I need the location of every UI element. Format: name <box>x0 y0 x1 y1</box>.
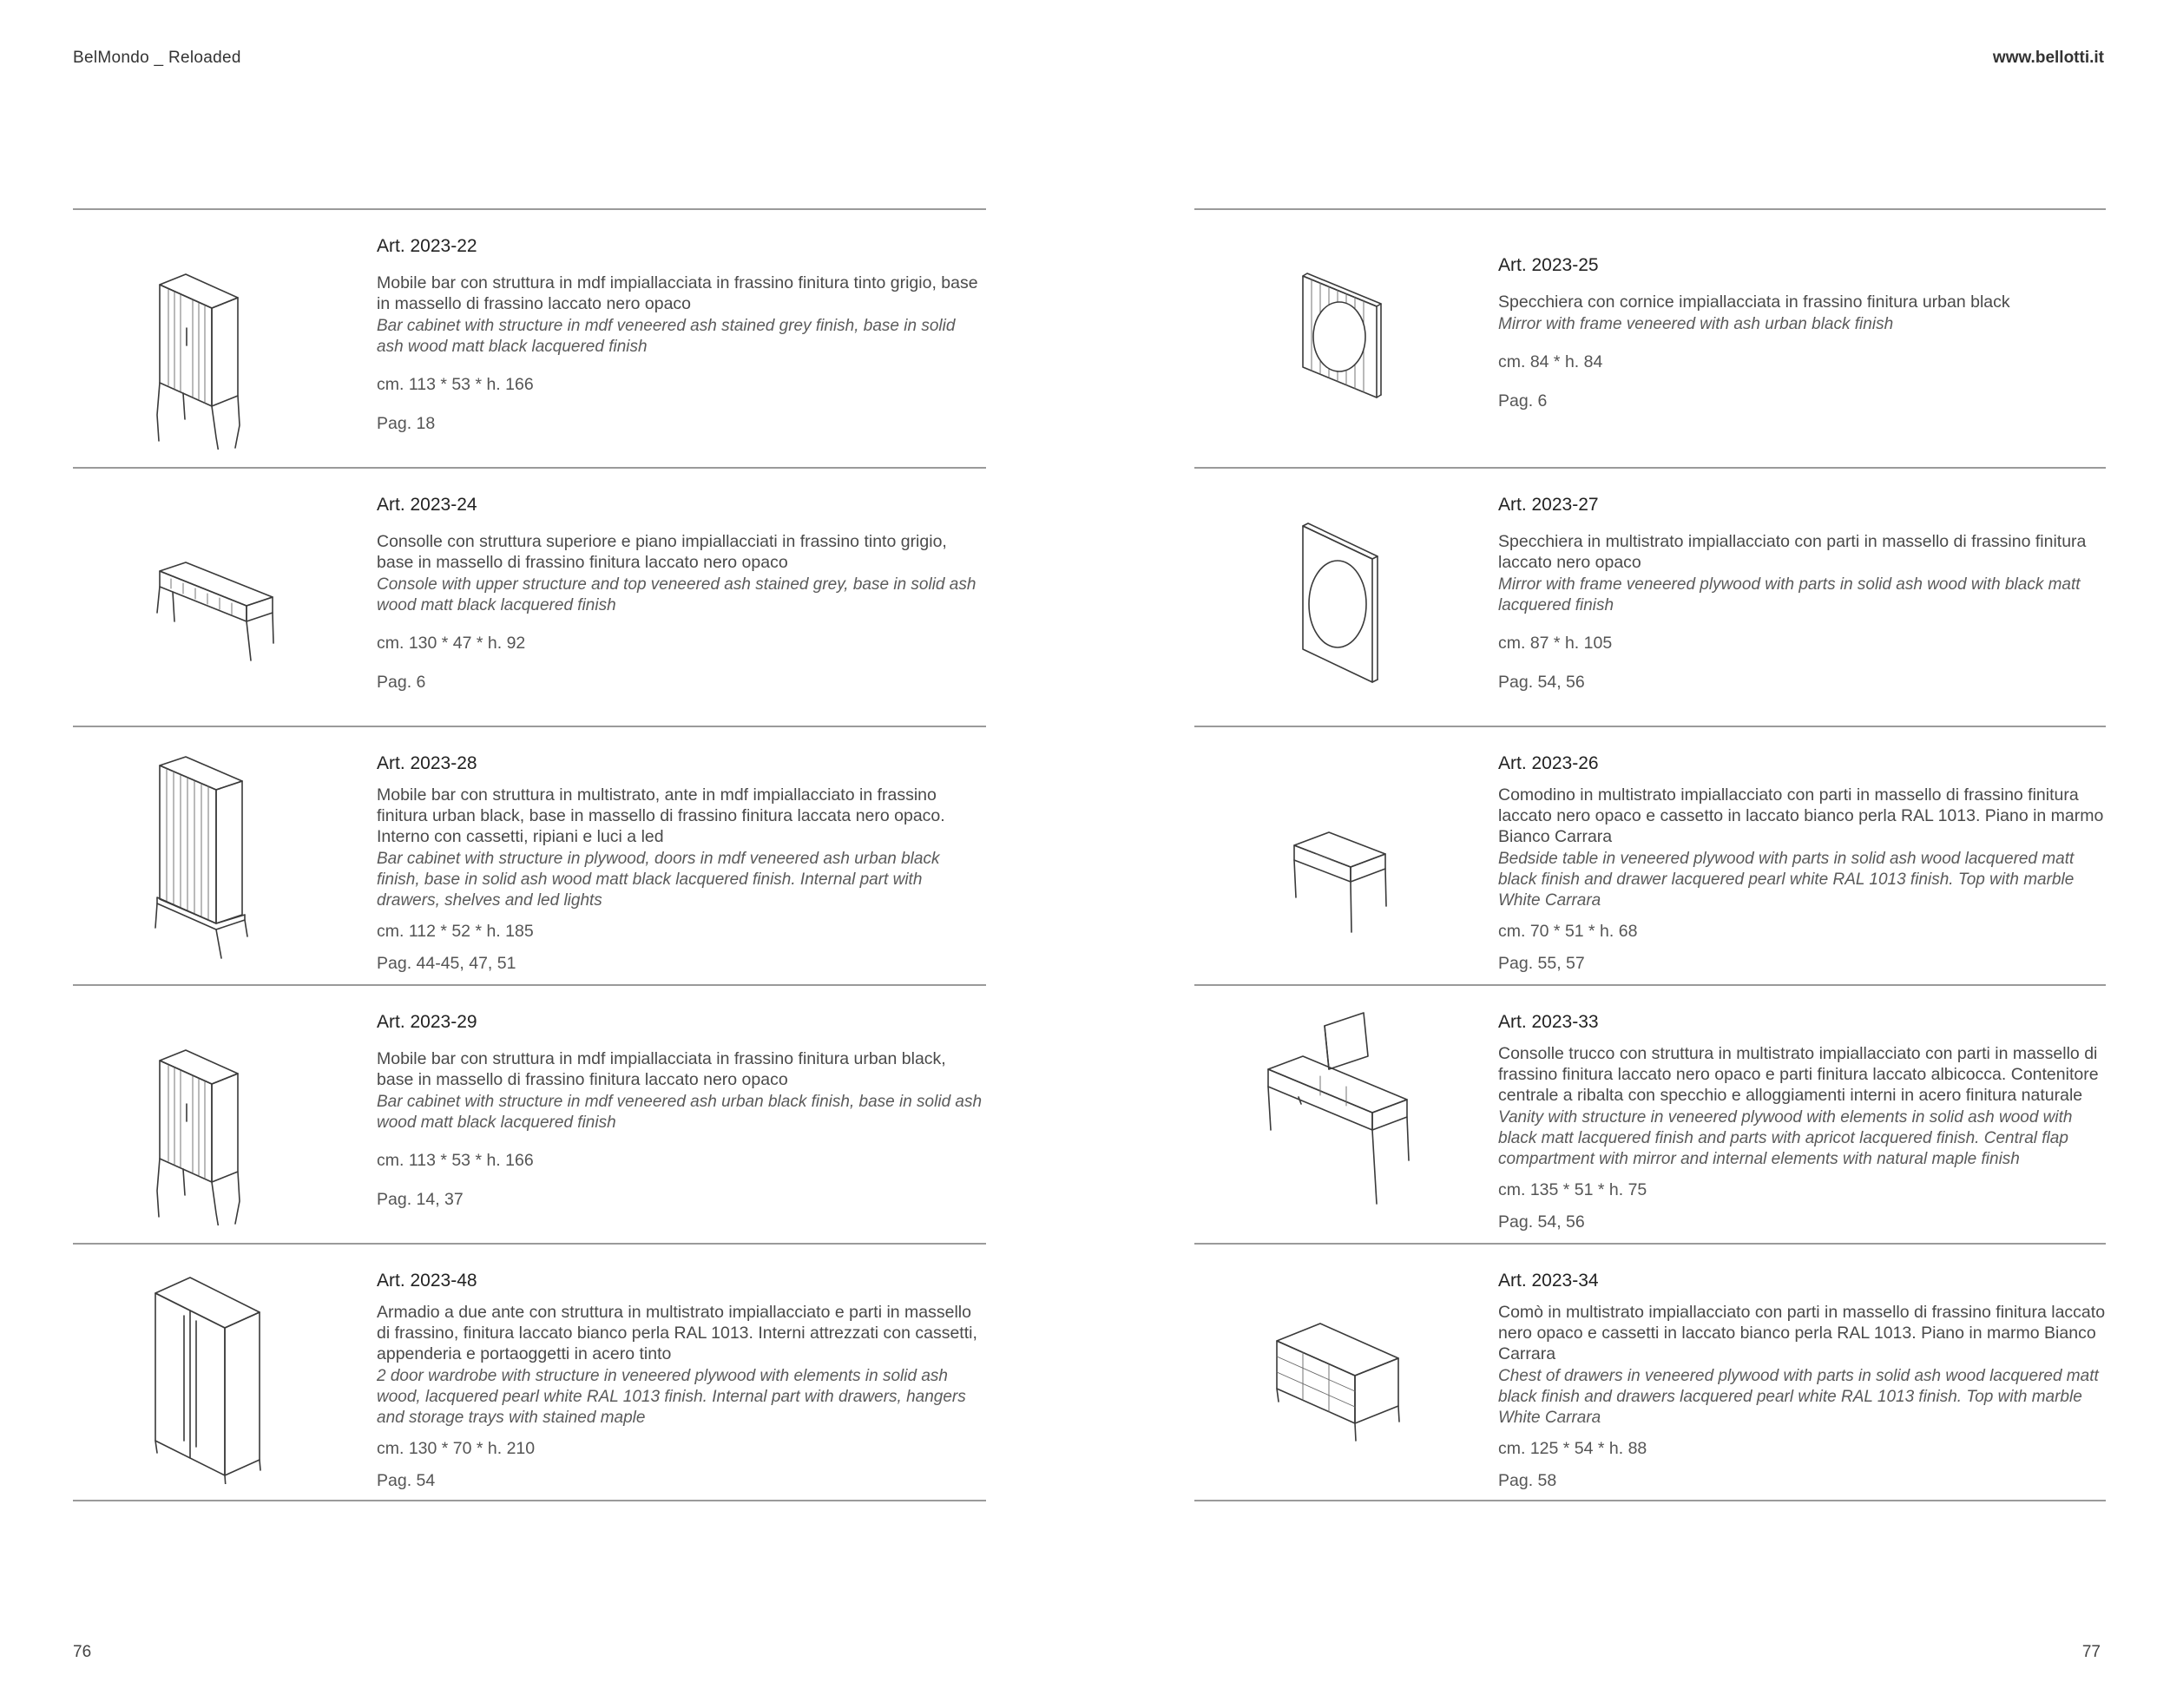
page-reference: Pag. 14, 37 <box>377 1190 464 1209</box>
left-catalog-column <box>73 208 986 1501</box>
product-entry <box>1194 467 2106 726</box>
bedside-table-icon <box>1242 750 1442 967</box>
page-reference: Pag. 18 <box>377 414 436 433</box>
description-english: Mirror with frame veneered with ash urban black finish <box>1498 315 1894 333</box>
description-italian: Comò in multistrato impiallacciato con parti in massello di frassino finitura laccato nero opaco e cassetti in laccato bianco perla RAL 1013. Piano in marmo Bianco Carrara <box>1498 1303 2106 1363</box>
bar-cabinet-icon <box>121 233 320 450</box>
dimensions: cm. 125 * 54 * h. 88 <box>1498 1439 1647 1458</box>
description-english: Mirror with frame veneered plywood with parts in solid ash wood with black matt lacquered finish <box>1498 575 2081 614</box>
description-italian: Consolle con struttura superiore e piano impiallacciati in frassino tinto grigio, base in massello di frassino finitura laccato nero opaco <box>377 532 947 572</box>
product-entry <box>1194 726 2106 984</box>
description-english: Bedside table in veneered plywood with parts in solid ash wood lacquered matt black finish and drawer lacquered pearl white RAL 1013 finish. Top with marble White Carrara <box>1498 850 2075 910</box>
product-entry <box>73 467 986 726</box>
website-link[interactable]: www.bellotti.it <box>1992 49 2104 67</box>
description-italian: Specchiera con cornice impiallacciata in frassino finitura urban black <box>1498 292 2010 312</box>
description-english: 2 door wardrobe with structure in veneered plywood with elements in solid ash wood, lacquered pearl white RAL 1013 finish. Internal part with drawers, hangers and storage trays with stained maple <box>377 1367 966 1427</box>
description-italian: Mobile bar con struttura in multistrato, ante in mdf impiallacciato in frassino finitura urban black, base in massello di frassino finitura laccata nero opaco. Interno con cassetti, ripiani e luci a led <box>377 785 945 846</box>
dimensions: cm. 112 * 52 * h. 185 <box>377 922 534 941</box>
description-english: Bar cabinet with structure in mdf veneered ash urban black finish, base in solid ash wood matt black lacquered finish <box>377 1093 983 1132</box>
console-icon <box>121 491 320 708</box>
description-italian: Consolle trucco con struttura in multistrato impiallacciato con parti in massello di frassino finitura laccato nero opaco e parti finitura laccato albicocca. Contenitore centrale a ribalta con specchio e alloggiamenti interni in acero finitura naturale <box>1498 1044 2099 1105</box>
dimensions: cm. 135 * 51 * h. 75 <box>1498 1180 1647 1199</box>
chest-of-drawers-icon <box>1242 1267 1442 1484</box>
dimensions: cm. 130 * 47 * h. 92 <box>377 634 526 653</box>
article-code: Art. 2023-25 <box>1498 255 1599 275</box>
brand-title: BelMondo _ Reloaded <box>73 49 241 67</box>
bar-cabinet-icon <box>121 1008 320 1225</box>
product-entry <box>1194 208 2106 467</box>
description-english: Chest of drawers in veneered plywood with parts in solid ash wood lacquered matt black finish and drawers lacquered pearl white RAL 1013 finish. Top with marble White Carrara <box>1498 1367 2099 1427</box>
product-entry <box>1194 984 2106 1243</box>
article-code: Art. 2023-24 <box>377 495 477 515</box>
page-number-left: 76 <box>73 1643 92 1661</box>
product-entry <box>73 208 986 467</box>
wardrobe-icon <box>121 1267 320 1484</box>
dimensions: cm. 70 * 51 * h. 68 <box>1498 922 1638 941</box>
vanity-icon <box>1242 1008 1442 1225</box>
square-mirror-icon <box>1242 233 1442 450</box>
product-entry <box>1194 1243 2106 1501</box>
page-reference: Pag. 55, 57 <box>1498 954 1585 973</box>
page-reference: Pag. 54, 56 <box>1498 673 1585 692</box>
right-catalog-column <box>1194 208 2106 1501</box>
tall-bar-cabinet-icon <box>121 750 320 967</box>
description-english: Vanity with structure in veneered plywood with elements in solid ash wood with black matt lacquered finish and parts with apricot lacquered finish. Central flap compartment with mirror and internal elements with natural maple finish <box>1498 1108 2073 1168</box>
dimensions: cm. 113 * 53 * h. 166 <box>377 1151 534 1170</box>
rect-mirror-icon <box>1242 491 1442 708</box>
product-entry <box>73 726 986 984</box>
description-english: Bar cabinet with structure in mdf veneered ash stained grey finish, base in solid ash wood matt black lacquered finish <box>377 317 956 356</box>
product-entry <box>73 1243 986 1501</box>
dimensions: cm. 130 * 70 * h. 210 <box>377 1439 536 1458</box>
article-code: Art. 2023-28 <box>377 753 477 773</box>
dimensions: cm. 87 * h. 105 <box>1498 634 1613 653</box>
description-italian: Comodino in multistrato impiallacciato con parti in massello di frassino finitura laccato nero opaco e cassetto in laccato bianco perla RAL 1013. Piano in marmo Bianco Carrara <box>1498 785 2104 846</box>
article-code: Art. 2023-26 <box>1498 753 1599 773</box>
article-code: Art. 2023-22 <box>377 236 477 256</box>
article-code: Art. 2023-34 <box>1498 1271 1599 1291</box>
description-italian: Specchiera in multistrato impiallacciato con parti in massello di frassino finitura laccato nero opaco <box>1498 532 2087 572</box>
page-reference: Pag. 54 <box>377 1471 436 1490</box>
page-reference: Pag. 6 <box>377 673 426 692</box>
article-code: Art. 2023-48 <box>377 1271 477 1291</box>
page-reference: Pag. 44-45, 47, 51 <box>377 954 516 973</box>
description-italian: Mobile bar con struttura in mdf impiallacciata in frassino finitura urban black, base in massello di frassino finitura laccato nero opaco <box>377 1049 946 1089</box>
description-italian: Armadio a due ante con struttura in multistrato impiallacciato e parti in massello di frassino, finitura laccato bianco perla RAL 1013. Interni attrezzati con cassetti, appenderia e portaoggetti in acero tinto <box>377 1303 977 1363</box>
description-italian: Mobile bar con struttura in mdf impiallacciata in frassino finitura tinto grigio, base in massello di frassino laccato nero opaco <box>377 273 978 313</box>
product-entry <box>73 984 986 1243</box>
dimensions: cm. 113 * 53 * h. 166 <box>377 375 534 394</box>
description-english: Bar cabinet with structure in plywood, doors in mdf veneered ash urban black finish, base in solid ash wood matt black lacquered finish. Internal part with drawers, shelves and led lights <box>377 850 940 910</box>
page-reference: Pag. 54, 56 <box>1498 1212 1585 1232</box>
page-reference: Pag. 58 <box>1498 1471 1557 1490</box>
article-code: Art. 2023-33 <box>1498 1012 1599 1032</box>
page-reference: Pag. 6 <box>1498 391 1548 411</box>
page-number-right: 77 <box>2081 1643 2101 1661</box>
article-code: Art. 2023-29 <box>377 1012 477 1032</box>
article-code: Art. 2023-27 <box>1498 495 1599 515</box>
dimensions: cm. 84 * h. 84 <box>1498 352 1603 371</box>
description-english: Console with upper structure and top veneered ash stained grey, base in solid ash wood matt black lacquered finish <box>377 575 976 614</box>
